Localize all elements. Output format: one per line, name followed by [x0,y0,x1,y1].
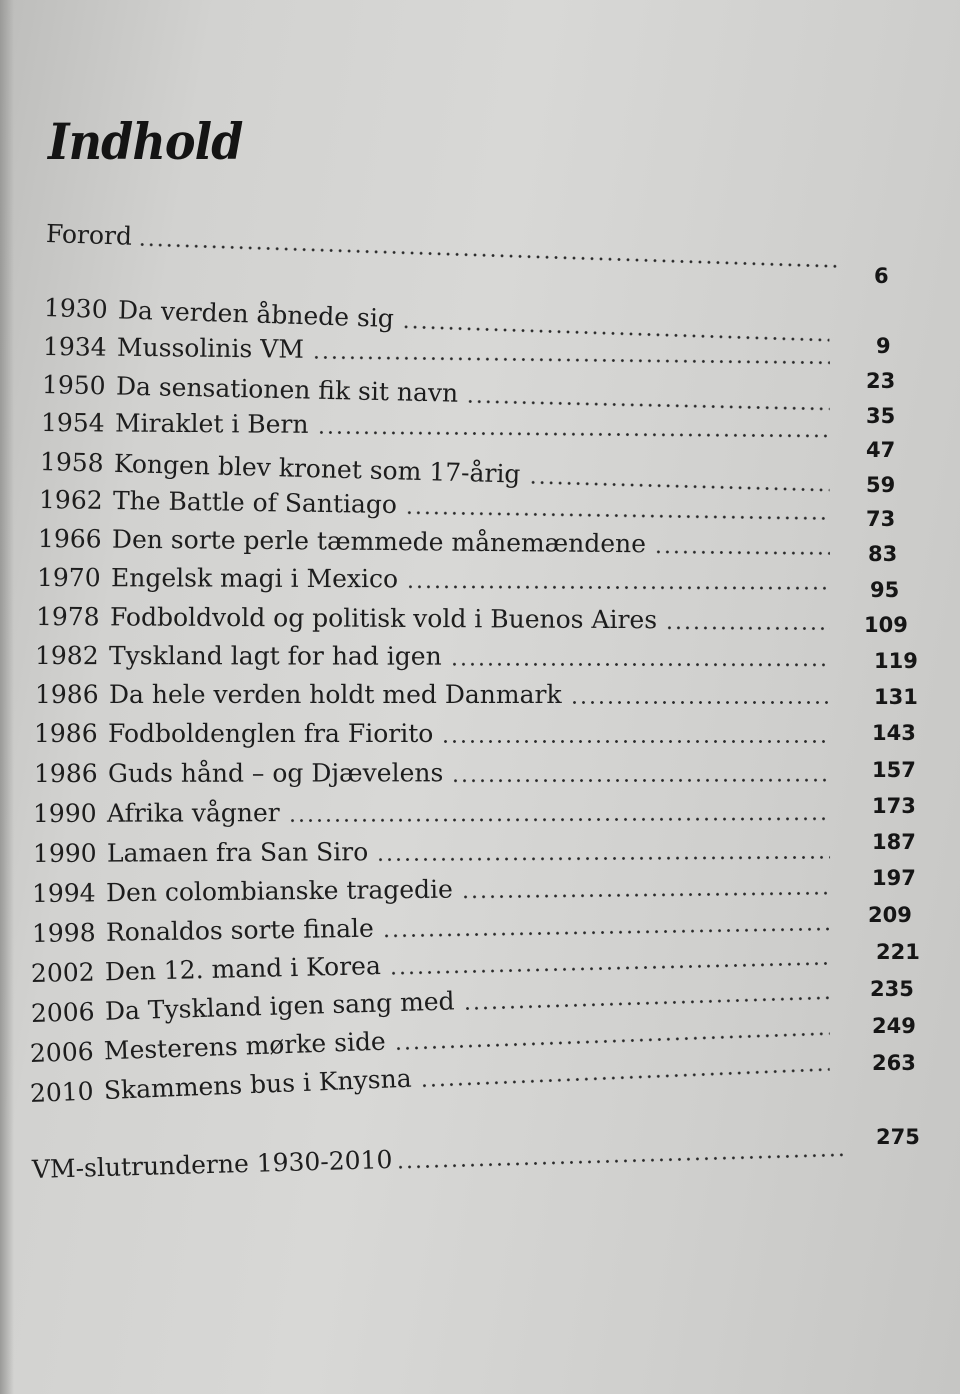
toc-entry-year: 1958 [39,447,104,478]
toc-entry [35,638,830,675]
toc-title: Indhold [48,112,243,171]
toc-entry-page: 143 [872,721,916,745]
toc-entry-title: Mesterens mørke side [103,1026,387,1066]
toc-entry-title: Miraklet i Bern [114,408,309,439]
toc-entry-title: Lamaen fra San Siro [106,837,369,868]
toc-entry-page: 131 [874,685,918,709]
dot-leader [317,431,830,438]
toc-entry-year: 2002 [30,957,95,988]
toc-entry-title: Fodboldenglen fra Fiorito [108,719,434,748]
toc-appendix-title: VM-slutrunderne 1930-2010 [31,1144,393,1184]
toc-entry [35,677,830,713]
toc-entry-year: 1986 [35,680,99,709]
dot-leader [376,856,830,861]
dot-leader [312,356,830,364]
toc-entry [33,832,830,872]
dot-leader [420,1068,830,1087]
dot-leader [570,701,830,704]
toc-entry-page: 35 [866,404,896,428]
toc-entry-title: Den sorte perle tæmmede månemændene [111,524,647,559]
toc-entry-title: The Battle of Santiago [112,486,398,519]
toc-entry-year: 1950 [41,370,106,401]
toc-entry [41,405,830,447]
toc-entry-year: 1990 [32,798,97,828]
toc-entry-year: 1998 [31,918,96,948]
toc-entry-title: Ronaldos sorte finale [105,913,374,947]
toc-entry-title: Da verden åbnede sig [117,295,395,333]
toc-entry-year: 1994 [31,878,96,908]
toc-entry-page: 235 [870,977,914,1001]
dot-leader [461,892,830,899]
toc-entry-title: Da hele verden holdt med Danmark [109,680,562,709]
toc-entry-year: 2006 [30,997,96,1028]
dot-leader [405,511,830,520]
toc-entry-title: Den 12. mand i Korea [104,951,382,987]
toc-entry-year: 1934 [42,332,107,362]
toc-entry [34,716,830,752]
toc-entry-year: 1986 [33,758,98,788]
toc-entry-page: 221 [876,940,920,964]
toc-entry [37,560,830,599]
toc-entry-year: 2010 [29,1076,95,1108]
toc-entry-page: 109 [864,613,908,637]
dot-leader [138,243,838,268]
toc-appendix-entry [31,1129,852,1188]
toc-entry-title: Afrika vågner [106,798,280,828]
dot-leader [450,663,830,667]
dot-leader [406,585,830,589]
toc-entry [36,599,830,639]
toc-intro-entry [45,216,846,277]
dot-leader [389,962,830,975]
toc-entry-year: 1962 [38,485,103,515]
toc-entry-year: 1966 [37,524,102,554]
dot-leader [451,779,830,783]
dot-leader [382,927,830,937]
bleed-through-text [740,158,757,209]
toc-entry-page: 157 [872,758,916,782]
toc-entry-page: 263 [872,1051,916,1075]
toc-entry-page: 9 [876,334,891,358]
page-spine-shadow [0,0,14,1394]
toc-entry-page: 209 [868,903,912,927]
toc-entry-title: Engelsk magi i Mexico [110,563,399,594]
toc-entry [38,521,830,564]
toc-entry-title: Mussolinis VM [116,332,305,364]
toc-entry-year: 2006 [29,1036,95,1068]
toc-entry-page: 47 [866,438,896,462]
toc-entry-title: Fodboldvold og politisk vold i Buenos Aires [109,602,658,635]
toc-entry-title: Den colombianske tragedie [105,874,454,908]
dot-leader [288,817,830,822]
toc-entry-title: Guds hånd – og Djævelens [107,758,444,788]
toc-entry-year: 1970 [36,563,101,593]
toc-appendix-page: 275 [876,1125,920,1149]
toc-entry-year: 1986 [34,719,98,748]
dot-leader [463,996,830,1010]
toc-entry-year: 1954 [40,408,105,438]
dot-leader [396,1153,846,1169]
toc-entry-page: 59 [866,473,896,497]
toc-entry-year: 1978 [35,602,100,632]
toc-entry-page: 173 [872,794,916,818]
toc-intro-page: 6 [874,264,889,288]
toc-entry [33,793,830,832]
toc-entry-page: 95 [870,578,900,602]
toc-entry [34,755,830,792]
toc-entry-year: 1990 [32,838,97,868]
toc-entry-page: 249 [872,1014,916,1038]
toc-entry-year: 1982 [34,641,99,671]
dot-leader [654,550,830,555]
toc-entry [43,329,830,373]
toc-entry-title: Da sensationen fik sit navn [115,371,459,408]
toc-entry-title: Kongen blev kronet som 17-årig [113,448,521,489]
toc-entry-page: 83 [868,542,898,566]
toc-entry-page: 119 [874,649,918,673]
toc-entry-title: Skammens bus i Knysna [103,1063,413,1106]
toc-entry-page: 197 [872,866,916,890]
toc-entry-title: Da Tyskland igen sang med [104,986,455,1026]
toc-entry-page: 73 [866,507,896,531]
toc-entry-year: 1930 [43,293,109,324]
toc-intro-title: Forord [45,219,133,251]
dot-leader [441,740,830,743]
toc-entry-page: 187 [872,830,916,854]
dot-leader [665,626,830,630]
toc-entry-title: Tyskland lagt for had igen [108,641,442,671]
toc-entry-page: 23 [866,369,896,393]
